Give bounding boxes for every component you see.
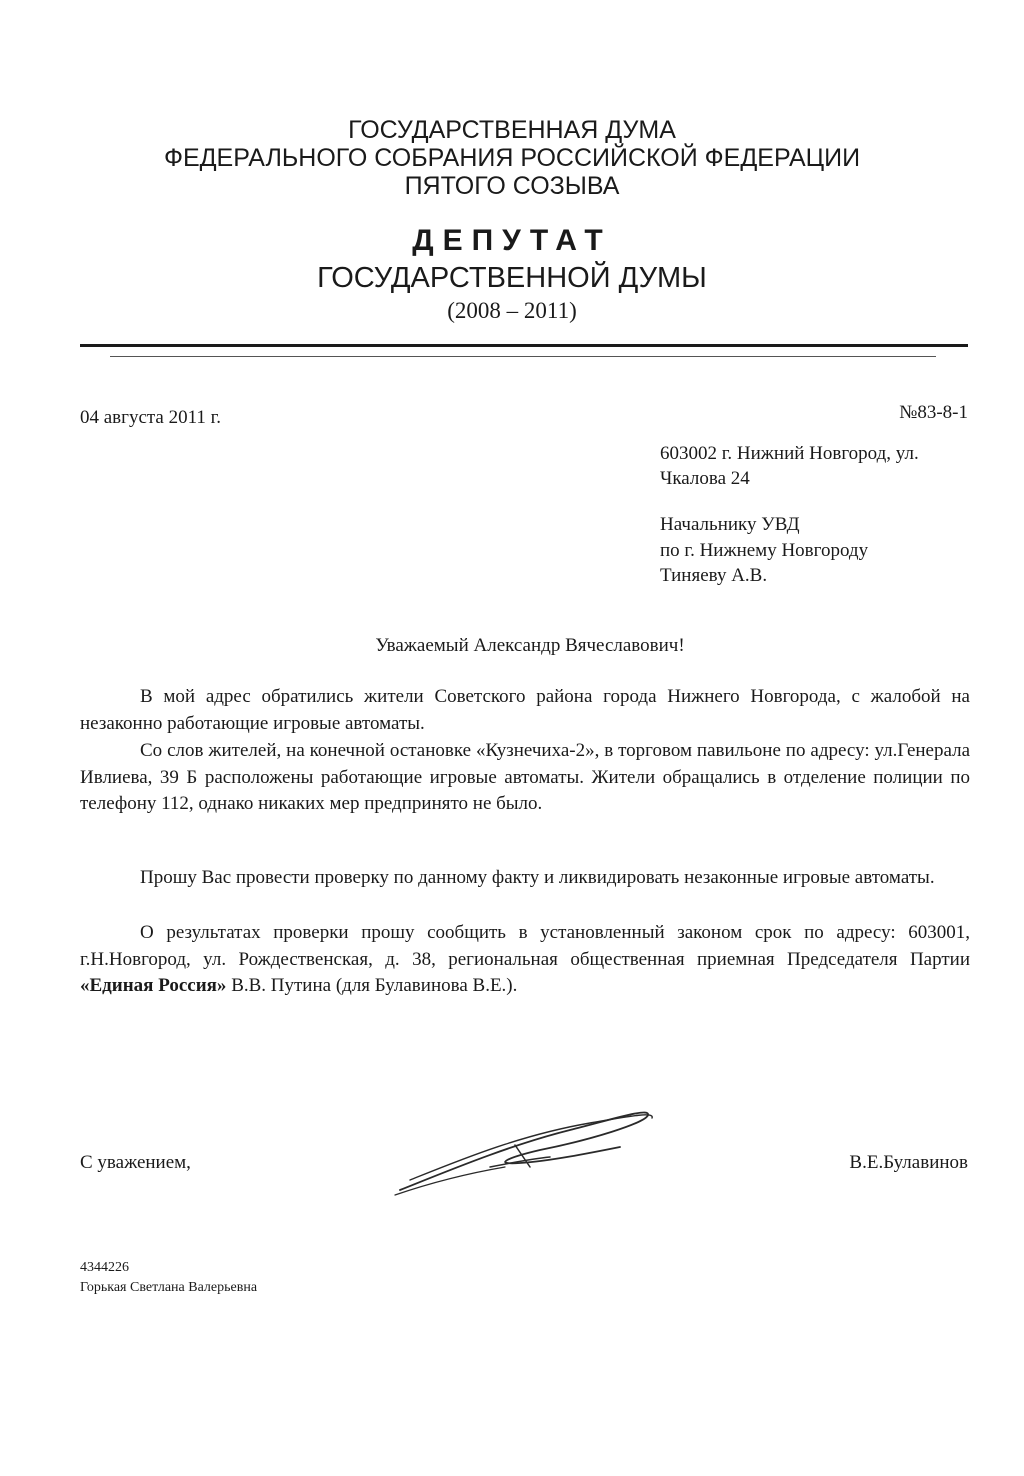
term-years: (2008 – 2011) (447, 298, 577, 323)
closing-phrase: С уважением, (80, 1152, 191, 1173)
recipient-line2: по г. Нижнему Новгороду (660, 540, 869, 561)
handwritten-signature (390, 1085, 690, 1205)
title-state-duma: ГОСУДАРСТВЕННОЙ ДУМЫ (317, 262, 707, 294)
body-paragraph-4 (80, 920, 970, 1000)
org-name-line2: ФЕДЕРАЛЬНОГО СОБРАНИЯ РОССИЙСКОЙ ФЕДЕРАЦИИ (163, 144, 861, 172)
title-deputy: ДЕПУТАТ (412, 224, 612, 257)
body-paragraph-2: Со слов жителей, на конечной остановке «Кузнечиха-2», в торговом павильоне по адресу: ул.Генерала Ивлиева, 39 Б расположены работающие игровые автоматы. Жители обращались в отделение полиции по телефону 112, однако никаких мер предпринято не было. (80, 740, 970, 814)
body-paragraph-1: В мой адрес обратились жители Советского района города Нижнего Новгорода, с жалобой на незаконно работающие игровые автоматы. (80, 686, 970, 734)
signer-name: В.Е.Булавинов (849, 1152, 968, 1173)
salutation: Уважаемый Александр Вячеславович! (375, 635, 685, 656)
executor-name: Горькая Светлана Валерьевна (80, 1280, 258, 1295)
recipient-line1: Начальнику УВД (660, 514, 800, 535)
executor-phone: 4344226 (80, 1260, 129, 1275)
header-divider-thick (80, 344, 968, 347)
body-paragraph-3: Прошу Вас провести проверку по данному факту и ликвидировать незаконные игровые автоматы. (140, 867, 935, 888)
org-name-line3: ПЯТОГО СОЗЫВА (404, 172, 620, 200)
address-line1: 603002 г. Нижний Новгород, ул. (660, 443, 919, 464)
recipient-line3: Тиняеву А.В. (660, 565, 768, 586)
body-paragraph-4-tail: В.В. Путина (для Булавинова В.Е.). (226, 975, 518, 996)
address-line2: Чкалова 24 (660, 468, 750, 489)
letter-date: 04 августа 2011 г. (80, 407, 222, 428)
party-name: «Единая Россия» (80, 975, 227, 996)
body-paragraph-4-text: О результатах проверки прошу сообщить в установленный законом срок по адресу: 603001, г.Н.Новгород, ул. Рождественская, д. 38, региональная общественная приемная Председателя Партии (80, 922, 970, 970)
org-name-line1: ГОСУДАРСТВЕННАЯ ДУМА (348, 116, 676, 144)
header-divider-thin (110, 356, 936, 357)
document-number: №83-8-1 (899, 402, 968, 423)
